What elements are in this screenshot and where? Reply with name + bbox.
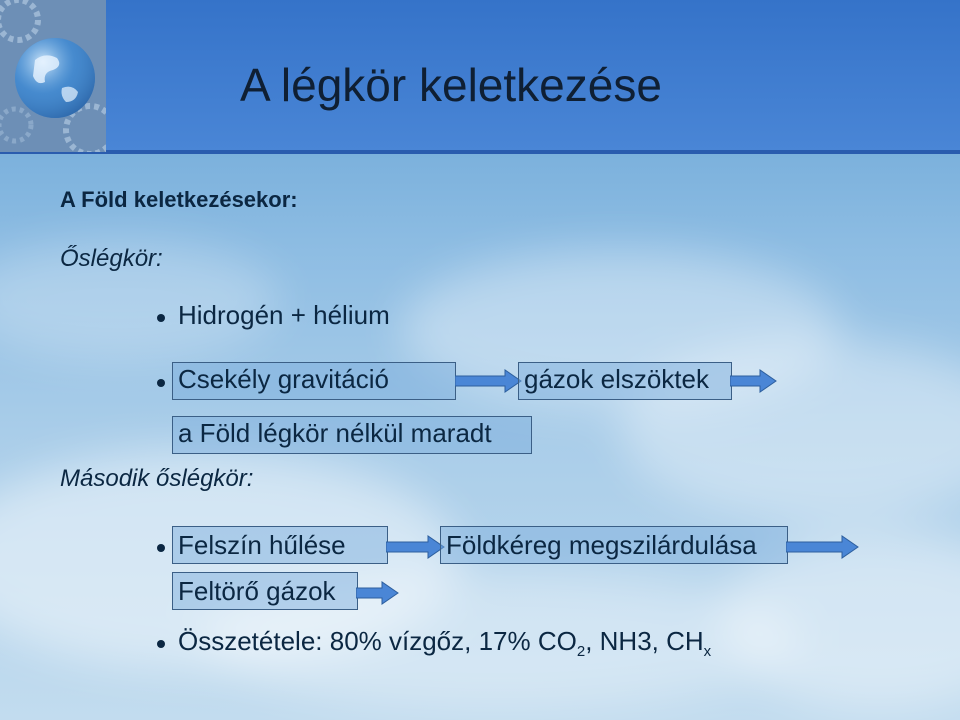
globe-logo bbox=[0, 0, 106, 152]
gases-escaped-text: gázok elszöktek bbox=[524, 364, 709, 394]
globe-icon bbox=[0, 0, 106, 152]
bullet-low-gravity: Csekély gravitáció bbox=[178, 364, 389, 394]
arrow-right-icon bbox=[730, 368, 778, 394]
bullet-dot bbox=[157, 314, 165, 322]
bullet-dot bbox=[157, 379, 165, 387]
header-divider bbox=[0, 150, 960, 154]
arrow-right-icon bbox=[786, 534, 860, 560]
intro-heading: A Föld keletkezésekor: bbox=[60, 187, 298, 212]
bullet-hydrogen-helium: Hidrogén + hélium bbox=[178, 300, 390, 330]
arrow-right-icon bbox=[386, 534, 446, 560]
section2-heading: Második őslégkör: bbox=[60, 465, 254, 492]
no-atmosphere-text: a Föld légkör nélkül maradt bbox=[178, 418, 492, 448]
arrow-right-icon bbox=[455, 368, 523, 394]
erupting-gases-text: Feltörő gázok bbox=[178, 576, 336, 606]
composition-mid: , NH3, CH bbox=[585, 626, 704, 656]
crust-solidification-text: Földkéreg megszilárdulása bbox=[446, 530, 757, 560]
composition-sub-x: x bbox=[703, 643, 712, 660]
arrow-right-icon bbox=[356, 580, 400, 606]
composition-sub-2: 2 bbox=[576, 643, 586, 660]
composition-prefix: Összetétele: 80% vízgőz, 17% CO bbox=[178, 626, 577, 656]
bullet-dot bbox=[157, 640, 165, 648]
section1-heading: Őslégkör: bbox=[60, 245, 163, 272]
surface-cooling-text: Felszín hűlése bbox=[178, 530, 346, 560]
composition-text bbox=[178, 626, 711, 660]
slide-title: A légkör keletkezése bbox=[240, 59, 662, 111]
bullet-dot bbox=[157, 544, 165, 552]
